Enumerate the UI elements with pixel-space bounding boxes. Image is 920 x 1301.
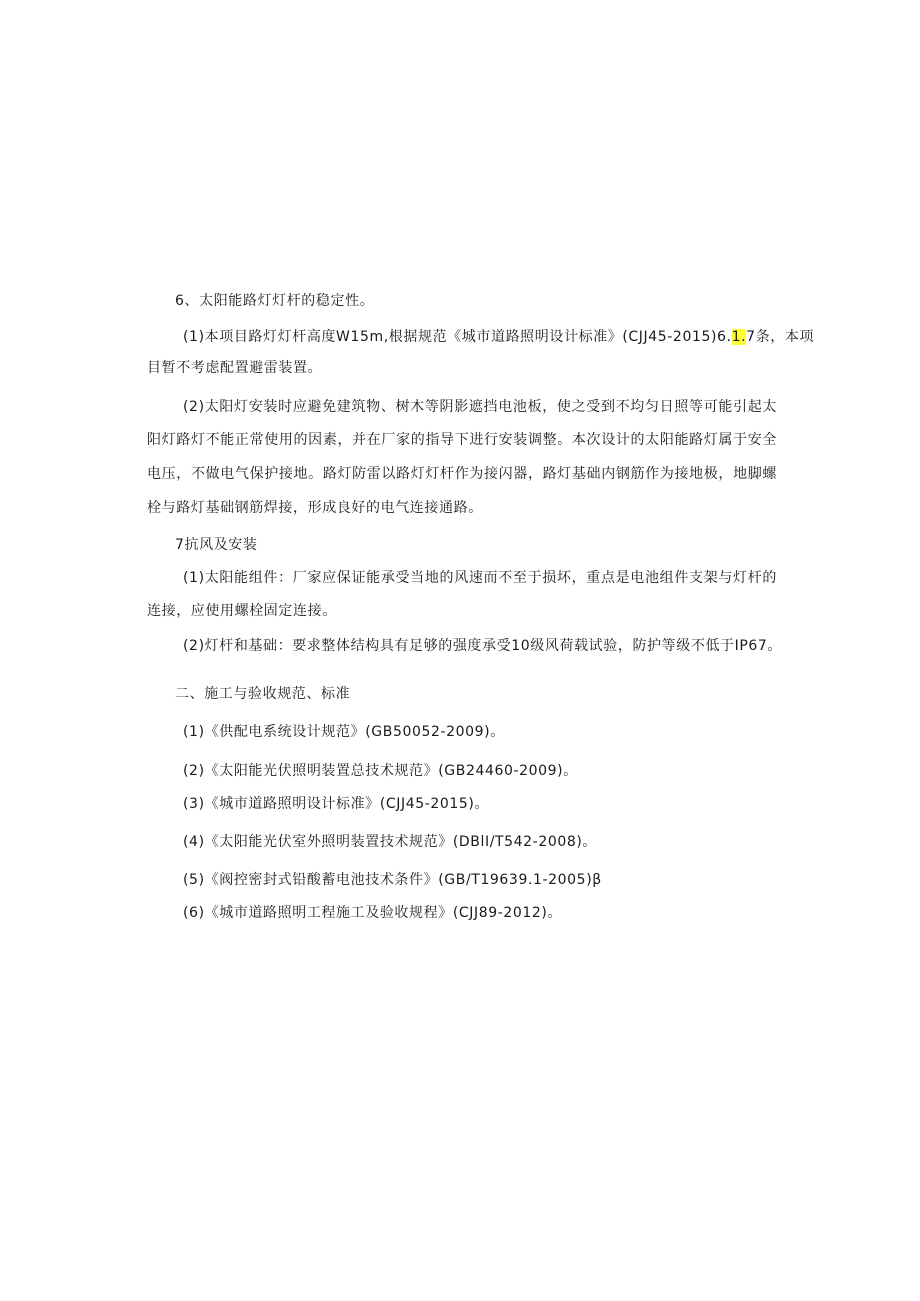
section-6-paragraph-2-line-1: (2)太阳灯安装时应避免建筑物、树木等阴影遮挡电池板，使之受到不均匀日照等可能引起太 — [183, 399, 777, 415]
section-7-heading: 7抗风及安装 — [175, 537, 258, 553]
section-6-paragraph-2-line-4: 栓与路灯基础钢筋焊接，形成良好的电气连接通路。 — [147, 500, 483, 516]
highlighted-text: 1. — [731, 329, 747, 345]
standard-item: (3)《城市道路照明设计标准》(CJJ45-2015)。 — [183, 796, 490, 812]
section-6-paragraph-1-line-2: 目暂不考虑配置避雷装置。 — [147, 360, 323, 376]
standard-item: (2)《太阳能光伏照明装置总技术规范》(GB24460-2009)。 — [183, 763, 578, 779]
section-6-heading: 6、太阳能路灯灯杆的稳定性。 — [175, 293, 375, 309]
standard-item: (5)《阀控密封式铅酸蓄电池技术条件》(GB/T19639.1-2005)β — [183, 872, 602, 888]
section-7-paragraph-1-line-2: 连接，应使用螺栓固定连接。 — [147, 603, 337, 619]
standard-item: (1)《供配电系统设计规范》(GB50052-2009)。 — [183, 724, 505, 740]
standard-item: (4)《太阳能光伏室外照明装置技术规范》(DBlI/T542-2008)。 — [183, 834, 598, 850]
standard-item: (6)《城市道路照明工程施工及验收规程》(CJJ89-2012)。 — [183, 905, 563, 921]
section-6-paragraph-1-line-1 — [183, 327, 815, 347]
section-6-paragraph-2-line-3: 电压，不做电气保护接地。路灯防雷以路灯灯杆作为接闪器，路灯基础内钢筋作为接地极，地脚螺 — [147, 466, 777, 482]
section-6-paragraph-2-line-2: 阳灯路灯不能正常使用的因素，并在厂家的指导下进行安装调整。本次设计的太阳能路灯属于安全 — [147, 432, 777, 448]
text-run: (1)本项目路灯灯杆高度W15m,根据规范《城市道路照明设计标准》(CJJ45-2015)6. — [183, 329, 732, 345]
section-7-paragraph-2: (2)灯杆和基础：要求整体结构具有足够的强度承受10级风荷载试验，防护等级不低于IP67。 — [183, 638, 783, 654]
text-run: 7条，本项 — [746, 329, 815, 345]
section-7-paragraph-1-line-1: (1)太阳能组件：厂家应保证能承受当地的风速而不至于损坏，重点是电池组件支架与灯杆的 — [183, 570, 777, 586]
standards-heading: 二、施工与验收规范、标准 — [175, 686, 351, 702]
